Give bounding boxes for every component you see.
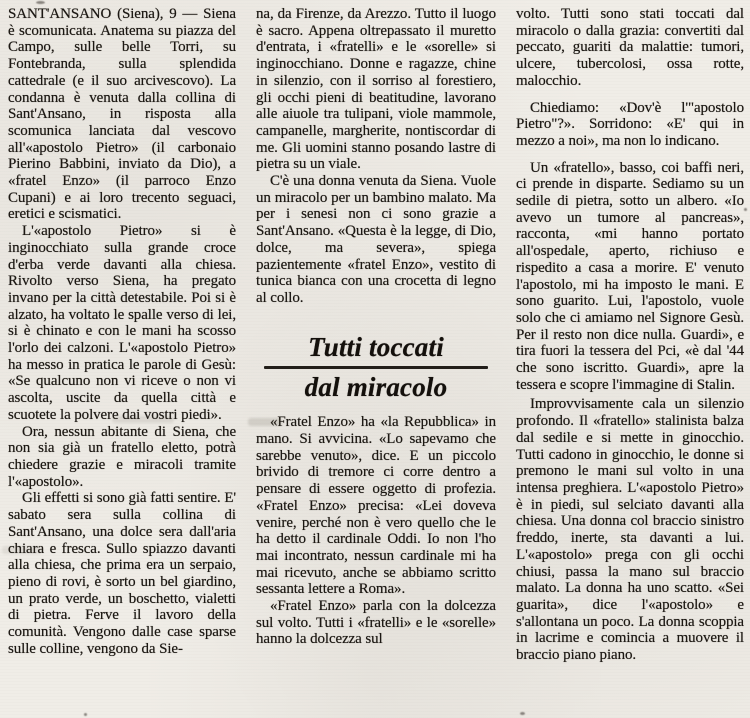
article-paragraph: na, da Firenze, da Arezzo. Tutto il luogo è sacro. Appena oltrepassato il muretto d'entrata, i «fratelli» e le «sorelle» si inginocchiano. Donne e ragazze, chine in silenzio, con il sorriso al forestiero, gli occhi pieni di beatitudine, lavorano alle aiuole tra tulipani, viole mammole, campanelle, margherite, nontiscordar di me. Gli uomini stanno posando lastre di pietra su un viale. [256, 6, 496, 173]
article-paragraph: L'«apostolo Pietro» si è inginocchiato sulla grande croce d'erba verde davanti alla chiesa. Rivolto verso Siena, ha pregato invano per la città detestabile. Poi si è alzato, ha voltato le spalle verso di lei, si è chinato e con le mani ha scosso l'orlo dei calzoni. L'«apostolo Pietro» ha messo in pratica le parole di Gesù: «Se qualcuno non vi riceve o non vi ascolta, uscite da quella città e scuotete la polvere dai vostri piedi». [8, 223, 236, 423]
article-paragraph: Un «fratello», basso, coi baffi neri, ci prende in disparte. Sediamo su un sedile di pietra, sotto un albero. «Io avevo un tumore al pancreas», racconta, «mi hanno portato all'ospedale, aperto, richiuso e rispedito a casa a morire. E' venuto l'apostolo, mi ha imposto le mani. E sono guarito. Lui, l'apostolo, vuole solo che ci amiamo nel Signore Gesù. Per il resto non dice nulla. Guardi», e tira fuori la tessera del Pci, «è dal '44 che sono iscritto. Guardi», apre la tessera e scopre l'immagine di Stalin. [516, 159, 744, 393]
article-paragraph: C'è una donna venuta da Siena. Vuole un miracolo per un bambino malato. Ma per i senesi non ci sono grazie a Sant'Ansano. «Questa è la legge, di Dio, dolce, ma severa», spiega pazientemente «fratel Enzo», vestito di tunica bianca con una crocetta di legno al collo. [256, 173, 496, 306]
article-paragraph: SANT'ANSANO (Siena), 9 — Siena è scomunicata. Anatema su piazza del Campo, sulle belle Torri, su Fontebranda, sulla splendida cattedrale (e il suo arcivescovo). La condanna è venuta dalla collina di Sant'Ansano, in risposta alla scomunica lanciata dal vescovo all'«apostolo Pietro» (il carbonaio Pierino Babbini, inviato da Dio), a «fratel Enzo» (il parroco Enzo Cupani) e ai loro trecento seguaci, eretici e scismatici. [8, 6, 236, 223]
article-headline [256, 333, 496, 402]
article-column-1 [8, 6, 236, 657]
article-paragraph: «Fratel Enzo» parla con la dolcezza sul volto. Tutti i «fratelli» e le «sorelle» hanno la dolcezza sul [256, 598, 496, 648]
headline-rule [264, 366, 487, 369]
article-paragraph: «Fratel Enzo» ha «la Repubblica» in mano. Si avvicina. «Lo sapevamo che sarebbe venuto», dice. E un piccolo brivido di tremore ci corre dentro a pensare di essere oggetto di profezia. «Fratel Enzo» precisa: «Lei doveva venire, perché non è vero quello che le ha detto il cardinale Oddi. Io non l'ho mai incontrato, nessun cardinale mi ha mai ricevuto, anche se abbiamo scritto sessanta lettere a Roma». [256, 414, 496, 598]
article-paragraph: Gli effetti si sono già fatti sentire. E' sabato sera sulla collina di Sant'Ansano, una dolce sera dall'aria chiara e fresca. Sullo spiazzo davanti alla chiesa, che prima era un serpaio, pieno di rovi, è sorto un bel giardino, un prato verde, un boschetto, vialetti di pietra. Ferve il lavoro della comunità. Vengono dalle case sparse sulle colline, vengono da Sie- [8, 490, 236, 657]
scan-speck [36, 1, 45, 4]
scan-speck [744, 208, 747, 211]
article-column-2 [256, 6, 496, 648]
scan-speck [84, 713, 87, 716]
headline-line-2: dal miracolo [304, 372, 448, 402]
scan-speck [520, 712, 525, 715]
headline-line-1: Tutti toccati [308, 331, 444, 362]
article-paragraph: Improvvisamente cala un silenzio profondo. Il «fratello» stalinista balza dal sedile e si mette in ginocchio. Tutti cadono in ginocchio, le donne si premono le mani sul volto in una intensa preghiera. L'«apostolo Pietro» è in piedi, sul selciato davanti alla chiesa. Una donna col braccio sinistro freddo, inerte, sta davanti a lui. L'«apostolo» prega con gli occhi chiusi, passa la mano sul braccio malato. La donna ha uno scatto. «Sei guarita», dice l'«apostolo» e s'allontana un poco. La donna scoppia in lacrime e comincia a muovere il braccio piano piano. [516, 396, 744, 664]
article-paragraph: Chiediamo: «Dov'è l'"apostolo Pietro"?». Sorridono: «E' qui in mezzo a noi», ma non lo indicano. [516, 99, 744, 149]
article-paragraph: volto. Tutti sono stati toccati dal miracolo o dalla grazia: convertiti dal peccato, guariti da malattie: tumori, ulcere, tubercolosi, ossa rotte, malocchio. [516, 6, 744, 89]
article-column-3 [516, 6, 744, 664]
article-paragraph: Ora, nessun abitante di Siena, che non sia già un fratello eletto, potrà chiedere grazie e miracoli tramite l'«apostolo». [8, 423, 236, 490]
